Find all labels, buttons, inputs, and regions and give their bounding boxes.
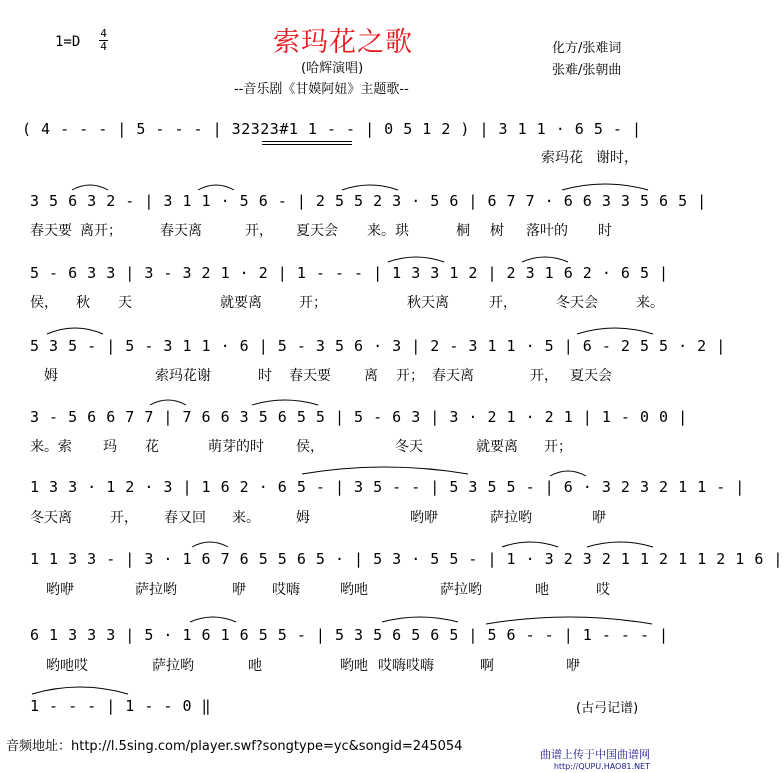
slur xyxy=(250,395,320,407)
notation-line-8: 6 1 3 3 3 | 5 · 1 6 1 6 5 5 - | 5 3 5 6 5 6 5 | 5 6 - - | 1 - - - | xyxy=(30,626,669,644)
lyric: 萌芽的时 xyxy=(208,439,264,455)
lyric: 落叶的 xyxy=(526,223,568,239)
lyric: 哎嗨 xyxy=(272,582,300,598)
lyric: 春天要 xyxy=(289,368,331,384)
lyric: 开； xyxy=(396,368,424,384)
beam xyxy=(262,141,352,142)
notation-line-1: ( 4 - - - | 5 - - - | 32323#1 1 - - | 0 5 1 2 ) | 3 1 1 · 6 5 - | xyxy=(22,120,642,138)
notation-line-4: 5 3 5 - | 5 - 3 1 1 · 6 | 5 - 3 5 6 · 3 | 2 - 3 1 1 · 5 | 6 - 2 5 5 · 2 | xyxy=(30,337,726,355)
slur xyxy=(500,537,560,549)
slur xyxy=(560,180,650,192)
lyric: 索玛花谢 xyxy=(155,368,211,384)
lyric: 冬天会 xyxy=(556,295,598,311)
lyric: 时 xyxy=(598,223,612,239)
slur xyxy=(196,180,236,192)
slur xyxy=(190,537,230,549)
lyric: 夏天会 xyxy=(296,223,338,239)
credit-lyrics: 化方/张难词 xyxy=(552,41,622,56)
lyric: 秋 xyxy=(76,295,90,311)
lyric: 哟吔 xyxy=(340,658,368,674)
lyric: 春天要 xyxy=(30,223,72,239)
lyric: 吔 xyxy=(248,658,262,674)
lyric: 树 xyxy=(490,223,504,239)
lyric: 开， xyxy=(245,223,273,239)
lyric: 开； xyxy=(544,439,572,455)
slur xyxy=(70,180,110,192)
lyric: 冬天离 xyxy=(30,510,72,526)
watermark-url: http://QUPU.HAO81.NET xyxy=(553,762,650,771)
lyric: 侯， xyxy=(30,295,58,311)
lyric: 侯， xyxy=(296,439,324,455)
lyric: 啊 xyxy=(480,658,494,674)
watermark xyxy=(540,749,650,773)
time-signature-top: 4 xyxy=(100,27,107,40)
lyric: 春天离 xyxy=(160,223,202,239)
notation-credit: (古弓记谱) xyxy=(576,701,639,716)
performer: (哈辉演唱) xyxy=(301,61,364,76)
lyric: 咿 xyxy=(592,510,606,526)
lyric: 哟咿 xyxy=(410,510,438,526)
subtitle: --音乐剧《甘嫫阿妞》主题歌-- xyxy=(234,82,409,97)
slur xyxy=(45,322,105,336)
lyric: 开； xyxy=(299,295,327,311)
beam xyxy=(262,144,352,145)
lyric: 开， xyxy=(489,295,517,311)
watermark-text: 曲谱上传于中国曲谱网 xyxy=(540,748,650,761)
slur xyxy=(30,682,130,696)
slur xyxy=(520,252,570,264)
lyric: 姆 xyxy=(44,368,58,384)
slur xyxy=(575,322,655,336)
lyric: 春天离 xyxy=(432,368,474,384)
lyric: 天 xyxy=(118,295,132,311)
notation-line-6: 1 3 3 · 1 2 · 3 | 1 6 2 · 6 5 - | 3 5 - - | 5 3 5 5 - | 6 · 3 2 3 2 1 1 - | xyxy=(30,478,745,496)
time-signature-bottom: 4 xyxy=(100,40,107,53)
slur xyxy=(386,252,446,264)
lyric: 姆 xyxy=(296,510,310,526)
lyric: 秋天离 xyxy=(407,295,449,311)
lyric: 离开； xyxy=(80,223,122,239)
lyric: 萨拉哟 xyxy=(152,658,194,674)
notation-line-3: 5 - 6 3 3 | 3 - 3 2 1 · 2 | 1 - - - | 1 3 3 1 2 | 2 3 1 6 2 · 6 5 | xyxy=(30,264,669,282)
lyric: 吔 xyxy=(535,582,549,598)
key-signature: 1=D xyxy=(55,34,81,50)
lyric: 冬天 xyxy=(395,439,423,455)
slur xyxy=(484,612,654,626)
lyric: 花 xyxy=(145,439,159,455)
slur xyxy=(340,180,400,192)
slur xyxy=(188,612,238,624)
notation-line-5: 3 - 5 6 6 7 7 | 7 6 6 3 5 6 5 5 | 5 - 6 3 | 3 · 2 1 · 2 1 | 1 - 0 0 | xyxy=(30,408,688,426)
notation-line-9: 1 - - - | 1 - - 0 ‖ xyxy=(30,697,212,715)
lyric: 开， xyxy=(110,510,138,526)
lyric: 索玛花 xyxy=(541,150,583,166)
slur xyxy=(548,466,588,478)
lyric: 开， xyxy=(530,368,558,384)
lyric: 来。珙 xyxy=(367,223,409,239)
lyric: 桐 xyxy=(456,223,470,239)
notation-line-7: 1 1 3 3 - | 3 · 1 6 7 6 5 5 6 5 · | 5 3 · 5 5 - | 1 · 3 2 3 2 1 1 2 1 1 2 1 6 | xyxy=(30,550,783,568)
slur xyxy=(585,537,655,549)
lyric: 就要离 xyxy=(476,439,518,455)
lyric: 哟吔哎 xyxy=(46,658,88,674)
slur xyxy=(380,612,460,624)
credit-music: 张难/张朝曲 xyxy=(552,63,622,78)
audio-address: 音频地址：http://l.5sing.com/player.swf?songtype=yc&songid=245054 xyxy=(6,739,463,754)
slur xyxy=(300,462,470,476)
lyric: 萨拉哟 xyxy=(135,582,177,598)
lyric: 咿 xyxy=(566,658,580,674)
lyric: 来。 xyxy=(232,510,260,526)
lyric: 夏天会 xyxy=(570,368,612,384)
lyric: 时 xyxy=(258,368,272,384)
lyric: 萨拉哟 xyxy=(440,582,482,598)
lyric: 咿 xyxy=(232,582,246,598)
lyric: 哟咿 xyxy=(46,582,74,598)
lyric: 哎 xyxy=(596,582,610,598)
lyric: 哟吔 xyxy=(340,582,368,598)
lyric: 谢时， xyxy=(596,150,638,166)
lyric: 玛 xyxy=(103,439,117,455)
lyric: 春又回 xyxy=(164,510,206,526)
lyric: 哎嗨哎嗨 xyxy=(378,658,434,674)
lyric: 萨拉哟 xyxy=(490,510,532,526)
lyric: 来。 xyxy=(636,295,664,311)
slur xyxy=(148,395,188,407)
song-title: 索玛花之歌 xyxy=(273,27,413,58)
lyric: 来。索 xyxy=(30,439,72,455)
notation-line-2: 3 5 6 3 2 - | 3 1 1 · 5 6 - | 2 5 5 2 3 · 5 6 | 6 7 7 · 6 6 3 3 5 6 5 | xyxy=(30,192,707,210)
lyric: 离 xyxy=(364,368,378,384)
lyric: 就要离 xyxy=(220,295,262,311)
